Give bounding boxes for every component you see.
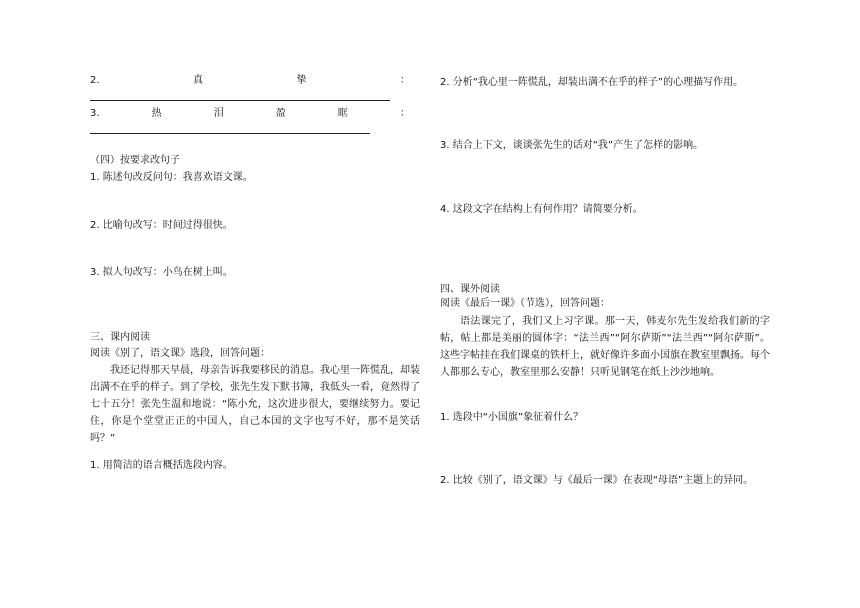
vocab-char: 盈 [275, 108, 286, 119]
reading-passage: 我还记得那天早晨，母亲告诉我要移民的消息。我心里一阵慌乱，却装出满不在乎的样子。到了学校，张先生发下默书簿，我低头一看，竟然得了七十五分！张先生温和地说：“陈小允，这次进步很大，要继续努力。要记住，你是个堂堂正正的中国人，自己本国的文字也写不好，那不是笑话吗？” [90, 365, 420, 444]
vocab-char: 真 [193, 75, 204, 86]
item-colon: ： [399, 108, 410, 119]
section-heading: 四、课外阅读 [440, 284, 500, 295]
answer-line[interactable] [90, 133, 370, 134]
vocab-item-3 [90, 107, 410, 121]
reading-instructions: 阅读《别了，语文课》选段，回答问题： [90, 348, 270, 359]
vocab-char: 泪 [213, 108, 224, 119]
answer-line[interactable] [90, 100, 390, 101]
section-heading: （四）按要求改句子 [90, 155, 180, 166]
vocab-char: 眶 [337, 108, 348, 119]
vocab-char: 热 [151, 108, 162, 119]
reading-passage: 语法课完了，我们又上习字课。那一天，韩麦尔先生发给我们新的字帖，帖上都是美丽的圆体字：“法兰西”“阿尔萨斯”“法兰西”“阿尔萨斯”。这些字帖挂在我们课桌的铁杆上，就好像许多面小国旗在教室里飘扬。每个人都那么专心，教室里那么安静！只听见钢笔在纸上沙沙地响。 [440, 316, 770, 378]
question: 4. 这段文字在结构上有何作用？请简要分析。 [440, 204, 643, 215]
question: 3. 结合上下文，谈谈张先生的话对“我”产生了怎样的影响。 [440, 140, 704, 151]
question: 2. 比喻句改写：时间过得很快。 [90, 220, 233, 231]
question: 2. 比较《别了，语文课》与《最后一课》在表现“母语”主题上的异同。 [440, 475, 754, 486]
question: 1. 用简洁的语言概括选段内容。 [90, 460, 233, 471]
question: 1. 选段中“小国旗”象征着什么？ [440, 412, 584, 423]
vocab-item-2 [90, 74, 410, 88]
vocab-char: 挚 [296, 75, 307, 86]
item-number: 2. [90, 75, 100, 86]
question: 1. 陈述句改反问句：我喜欢语文课。 [90, 172, 253, 183]
question: 3. 拟人句改写：小鸟在树上叫。 [90, 267, 233, 278]
question: 2. 分析“我心里一阵慌乱，却装出满不在乎的样子”的心理描写作用。 [440, 77, 744, 88]
section-heading: 三、课内阅读 [90, 332, 150, 343]
item-number: 3. [90, 108, 100, 119]
reading-instructions: 阅读《最后一课》（节选），回答问题： [440, 298, 610, 309]
item-colon: ： [400, 75, 410, 86]
